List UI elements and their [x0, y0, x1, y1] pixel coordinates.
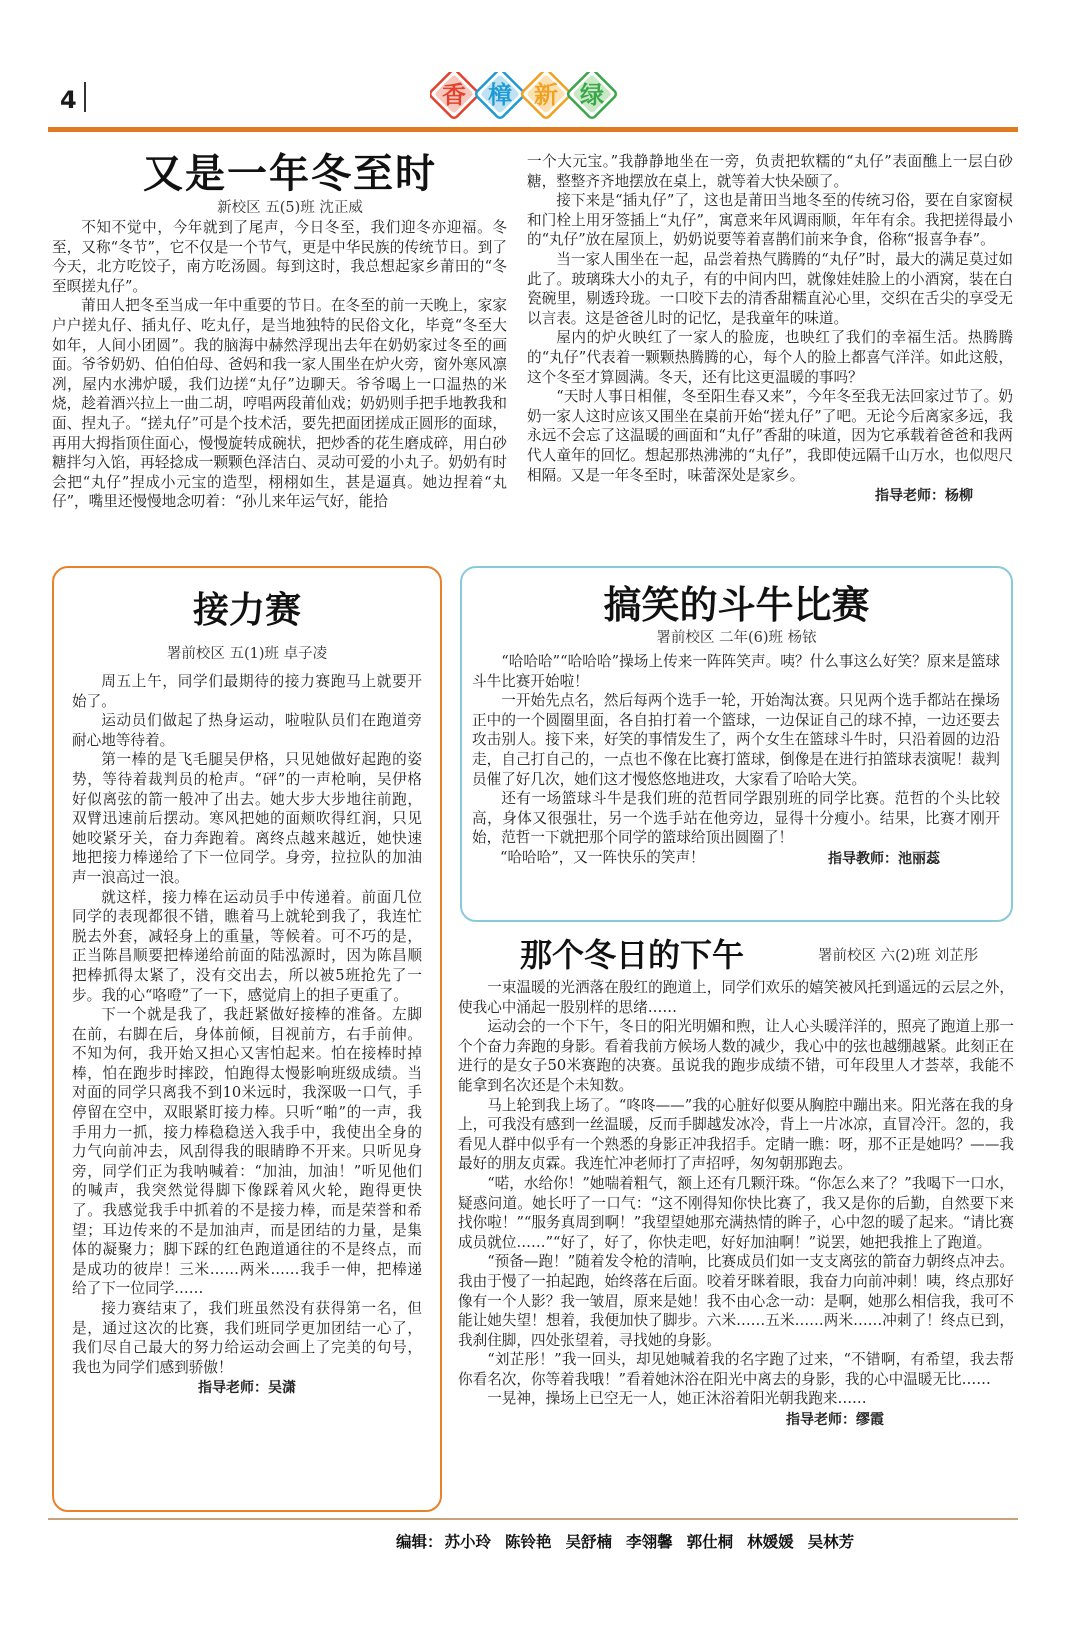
article2-teacher: 指导老师：吴潇 — [198, 1380, 296, 1397]
editor-name: 吴舒楠 — [565, 1533, 613, 1551]
article3-byline: 署前校区 二年(6)班 杨铱 — [656, 630, 817, 646]
article4-paragraph: 运动会的一个下午，冬日的阳光明媚和煦，让人心头暖洋洋的，照亮了跑道上那一个个奋力奔跑的身影。看着我前方候场人数的减少，我心中的弦也越绷越紧。此刻正在进行的是女子50米赛跑的决赛。虽说我的跑步成绩不错，可年段里人才荟萃，我能不能拿到名次还是个未知数。 — [458, 1018, 1014, 1094]
article4-paragraph: 一晃神，操场上已空无一人，她正沐浴着阳光朝我跑来…… — [487, 1390, 867, 1408]
editor-name: 郭仕桐 — [686, 1533, 734, 1551]
article1-paragraph: 不知不觉中，今年就到了尾声，今日冬至，我们迎冬亦迎福。冬至，又称“冬节”，它不仅是一个节气，更是中华民族的传统节日。到了今天，北方吃饺子，南方吃汤圆。每到这时，我总想起家乡莆田的“冬至暝搓丸仔”。 — [52, 219, 507, 295]
article3-closing: “哈哈哈”，又一阵快乐的笑声！ — [500, 848, 705, 866]
article4-paragraph: 一束温暖的光洒落在殷红的跑道上，同学们欢乐的嬉笑被风托到遥远的云层之外，使我心中涌起一股别样的思绪…… — [458, 979, 1014, 1016]
article2-paragraph: 运动员们做起了热身运动，啦啦队员们在跑道旁耐心地等待着。 — [72, 712, 422, 749]
article4-paragraph: 马上轮到我上场了。“咚咚——”我的心脏好似要从胸腔中蹦出来。阳光落在我的身上，可我没有感到一丝温暖，反而手脚越发冰冷，背上一片冰凉，直冒冷汗。忽的，我看见人群中似乎有一个熟悉的身影正冲我招手。定睛一瞧：呀，那不正是她吗？——我最好的朋友贞霖。我连忙冲老师打了声招呼，匆匆朝那跑去。 — [458, 1096, 1014, 1173]
page-number-divider — [84, 82, 86, 112]
logo-char-1: 香 — [442, 81, 466, 109]
article2-paragraph: 下一个就是我了，我赶紧做好接棒的准备。左脚在前，右脚在后，身体前倾，目视前方，右手前伸。不知为何，我开始又担心又害怕起来。怕在接棒时掉棒，怕在跑步时摔跤，怕跑得太慢影响班级成绩。当对面的同学只离我不到10米远时，我深吸一口气，手停留在空中，双眼紧盯接力棒。只听“啪”的一声，我手用力一抓，接力棒稳稳送入我手中，我使出全身的力气向前冲去，风刮得我的眼睛睁不开来。只听见身旁，同学们正为我呐喊着：“加油，加油！”听见他们的喊声，我突然觉得脚下像踩着风火轮，跑得更快了。我感觉我手中抓着的不是接力棒，而是荣誉和希望；耳边传来的不是加油声，而是团结的力量，是集体的凝聚力；脚下踩的红色跑道通往的不是终点，而是成功的彼岸！三米……两米……我手一伸，把棒递给了下一位同学…… — [72, 1006, 422, 1298]
page-number: 4 — [60, 86, 77, 114]
article1-paragraph: 屋内的炉火映红了一家人的脸庞，也映红了我们的幸福生活。热腾腾的“丸仔”代表着一颗颗热腾腾的心，每个人的脸上都喜气洋洋。如此这般，这个冬至才算圆满。冬天，还有比这更温暖的事吗？ — [527, 329, 1013, 386]
article1-paragraph: 当一家人围坐在一起，品尝着热气腾腾的“丸仔”时，最大的满足莫过如此了。玻璃珠大小的丸子，有的中间内凹，就像娃娃脸上的小酒窝，装在白瓷碗里，剔透玲珑。一口咬下去的清香甜糯直沁心里，交织在舌尖的享受无以言表。这是爸爸儿时的记忆，是我童年的味道。 — [527, 250, 1013, 327]
article2-title: 接力赛 — [192, 590, 301, 631]
editor-name: 林媛媛 — [747, 1533, 794, 1551]
editor-name: 苏小玲 — [444, 1533, 492, 1551]
article1-byline: 新校区 五(5)班 沈正威 — [217, 200, 363, 216]
editor-name: 陈铃艳 — [505, 1533, 552, 1551]
editors-label: 编辑： — [396, 1533, 443, 1551]
column-logo — [430, 72, 630, 120]
article4-body — [458, 978, 1014, 1429]
editor-name: 李翎馨 — [626, 1533, 673, 1551]
article1-left-column — [52, 218, 507, 512]
article1-paragraph: 接下来是“插丸仔”了，这也是莆田当地冬至的传统习俗，要在自家窗棂和门栓上用牙签插上“丸仔”，寓意来年风调雨顺，年年有余。我把搓得最小的“丸仔”放在屋顶上，奶奶说要等着喜鹊们前来争食，俗称“报喜争春”。 — [527, 192, 1013, 249]
article3-paragraph: 还有一场篮球斗牛是我们班的范哲同学跟别班的同学比赛。范哲的个头比较高，身体又很强壮，另一个选手站在他旁边，显得十分瘦小。结果，比赛才刚开始，范哲一下就把那个同学的篮球给顶出圆圈了！ — [472, 790, 1000, 847]
article1-paragraph: 莆田人把冬至当成一年中重要的节日。在冬至的前一天晚上，家家户户搓丸仔、插丸仔、吃丸仔，是当地独特的民俗文化，毕竟“冬至大如年，人间小团圆”。我的脑海中赫然浮现出去年在奶奶家过冬至的画面。爷爷奶奶、伯伯伯母、爸妈和我一家人围坐在炉火旁，窗外寒风凛冽，屋内水沸炉暖，我们边搓“丸仔”边聊天。爷爷喝上一口温热的米烧，趁着酒兴拉上一曲二胡，哼唱两段莆仙戏；奶奶则手把手地教我和面、捏丸子。“搓丸仔”可是个技术活，要先把面团搓成正圆形的面球，再用大拇指顶住面心，慢慢旋转成碗状，把炒香的花生磨成碎，用白砂糖拌匀入馅，再轻捻成一颗颗色泽洁白、灵动可爱的小丸子。奶奶有时会把“丸仔”捏成小元宝的造型，栩栩如生，甚是逼真。她边捏着“丸仔”，嘴里还慢慢地念叨着：“孙儿来年运气好，能拾 — [52, 297, 507, 511]
header-rule — [48, 127, 1018, 132]
article1-title: 又是一年冬至时 — [143, 151, 437, 197]
logo-char-4: 绿 — [580, 81, 604, 109]
article1-paragraph: “天时人事日相催，冬至阳生春又来”，今年冬至我无法回家过节了。奶奶一家人这时应该又围坐在桌前开始“搓丸仔”了吧。无论今后离家多远，我永远不会忘了这温暖的画面和“丸仔”香甜的味道，因为它承载着爸爸和我两代人童年的回忆。想起那热沸沸的“丸仔”，我即使远隔千山万水，也似咫尺相隔。又是一年冬至时，味蕾深处是家乡。 — [527, 388, 1013, 484]
article3-paragraph: 一开始先点名，然后每两个选手一轮，开始淘汰赛。只见两个选手都站在操场正中的一个圆圈里面，各自拍打着一个篮球，一边保证自己的球不掉，一边还要去攻击别人。接下来，好笑的事情发生了，两个女生在篮球斗牛时，只沿着圆的边沿走，自己打自己的，一点也不像在比赛打篮球，倒像是在进行拍篮球表演呢！裁判员催了好几次，她们这才慢悠悠地进攻，大家看了哈哈大笑。 — [472, 692, 1000, 788]
article4-paragraph: “喏，水给你！”她喘着粗气，额上还有几颗汗珠。“你怎么来了？”我喝下一口水，疑惑问道。她长吁了一口气：“这不刚得知你快比赛了，我又是你的后勤，自然要下来找你啦！”“服务真周到啊！”我望望她那充满热情的眸子，心中忽的暖了起来。“请比赛成员就位……”“好了，好了，你快走吧，好好加油啊！”说罢，她把我推上了跑道。 — [458, 1174, 1014, 1251]
article1-right-column — [527, 152, 1013, 505]
article3-body — [472, 652, 1000, 868]
article2-paragraph: 第一棒的是飞毛腿吴伊格，只见她做好起跑的姿势，等待着裁判员的枪声。“砰”的一声枪响，吴伊格好似离弦的箭一般冲了出去。她大步大步地往前跑，双臂迅速前后摆动。寒风把她的面颊吹得红润，只见她咬紧牙关，奋力奔跑着。离终点越来越近，她快速地把接力棒递给了下一位同学。身旁，拉拉队的加油声一浪高过一浪。 — [72, 751, 422, 886]
editors-credit — [396, 1530, 868, 1552]
article4-teacher: 指导老师：缪霞 — [786, 1412, 884, 1429]
column-logo-graphic — [430, 72, 630, 120]
article2-paragraph: 周五上午，同学们最期待的接力赛跑马上就要开始了。 — [72, 673, 422, 710]
article4-byline: 署前校区 六(2)班 刘芷彤 — [818, 948, 979, 964]
article1-teacher: 指导老师：杨柳 — [875, 488, 973, 505]
logo-char-3: 新 — [534, 81, 558, 109]
article4-title: 那个冬日的下午 — [520, 936, 745, 974]
article3-paragraph: “哈哈哈”“哈哈哈”操场上传来一阵阵笑声。咦？什么事这么好笑？原来是篮球斗牛比赛开始啦！ — [472, 653, 1000, 690]
editor-name: 吴林芳 — [807, 1533, 855, 1551]
article2-body — [72, 672, 422, 1397]
article3-footer-line — [472, 848, 1000, 868]
article4-paragraph: “预备—跑！”随着发令枪的清响，比赛成员们如一支支离弦的箭奋力朝终点冲去。我由于慢了一拍起跑，始终落在后面。咬着牙眯着眼，我奋力向前冲刺！咦，终点那好像有一个人影？我一皱眉，原来是她！我不由心念一动：是啊，她那么相信我，我可不能让她失望！想着，我便加快了脚步。六米……五米……两米……冲刺了！终点已到，我刹住脚，四处张望着，寻找她的身影。 — [458, 1253, 1014, 1349]
logo-char-2: 樟 — [488, 81, 512, 109]
article4-paragraph: “刘芷彤！”我一回头，却见她喊着我的名字跑了过来，“不错啊，有希望，我去帮你看名次，你等着我哦！”看着她沐浴在阳光中离去的身影，我的心中温暖无比…… — [458, 1351, 1014, 1388]
article2-paragraph: 就这样，接力棒在运动员手中传递着。前面几位同学的表现都很不错，瞧着马上就轮到我了，我连忙脱去外套，减轻身上的重量，等候着。可不巧的是，正当陈昌顺要把棒递给前面的陆泓源时，因为陈昌顺把棒抓得太紧了，没有交出去，所以被5班抢先了一步。我的心“咯噔”了一下，感觉肩上的担子更重了。 — [72, 888, 422, 1004]
article2-byline: 署前校区 五(1)班 卓子凌 — [166, 646, 328, 662]
article3-title: 搞笑的斗牛比赛 — [603, 583, 870, 627]
article2-paragraph: 接力赛结束了，我们班虽然没有获得第一名，但是，通过这次的比赛，我们班同学更加团结一心了，我们尽自己最大的努力给运动会画上了完美的句号，我也为同学们感到骄傲！ — [72, 1300, 422, 1376]
footer-rule — [48, 1518, 1018, 1520]
article1-paragraph: 一个大元宝。”我静静地坐在一旁，负责把软糯的“丸仔”表面醮上一层白砂糖，整整齐齐地摆放在桌上，就等着大快朵颐了。 — [527, 153, 1013, 190]
article3-teacher: 指导教师：池丽蕊 — [828, 850, 940, 867]
